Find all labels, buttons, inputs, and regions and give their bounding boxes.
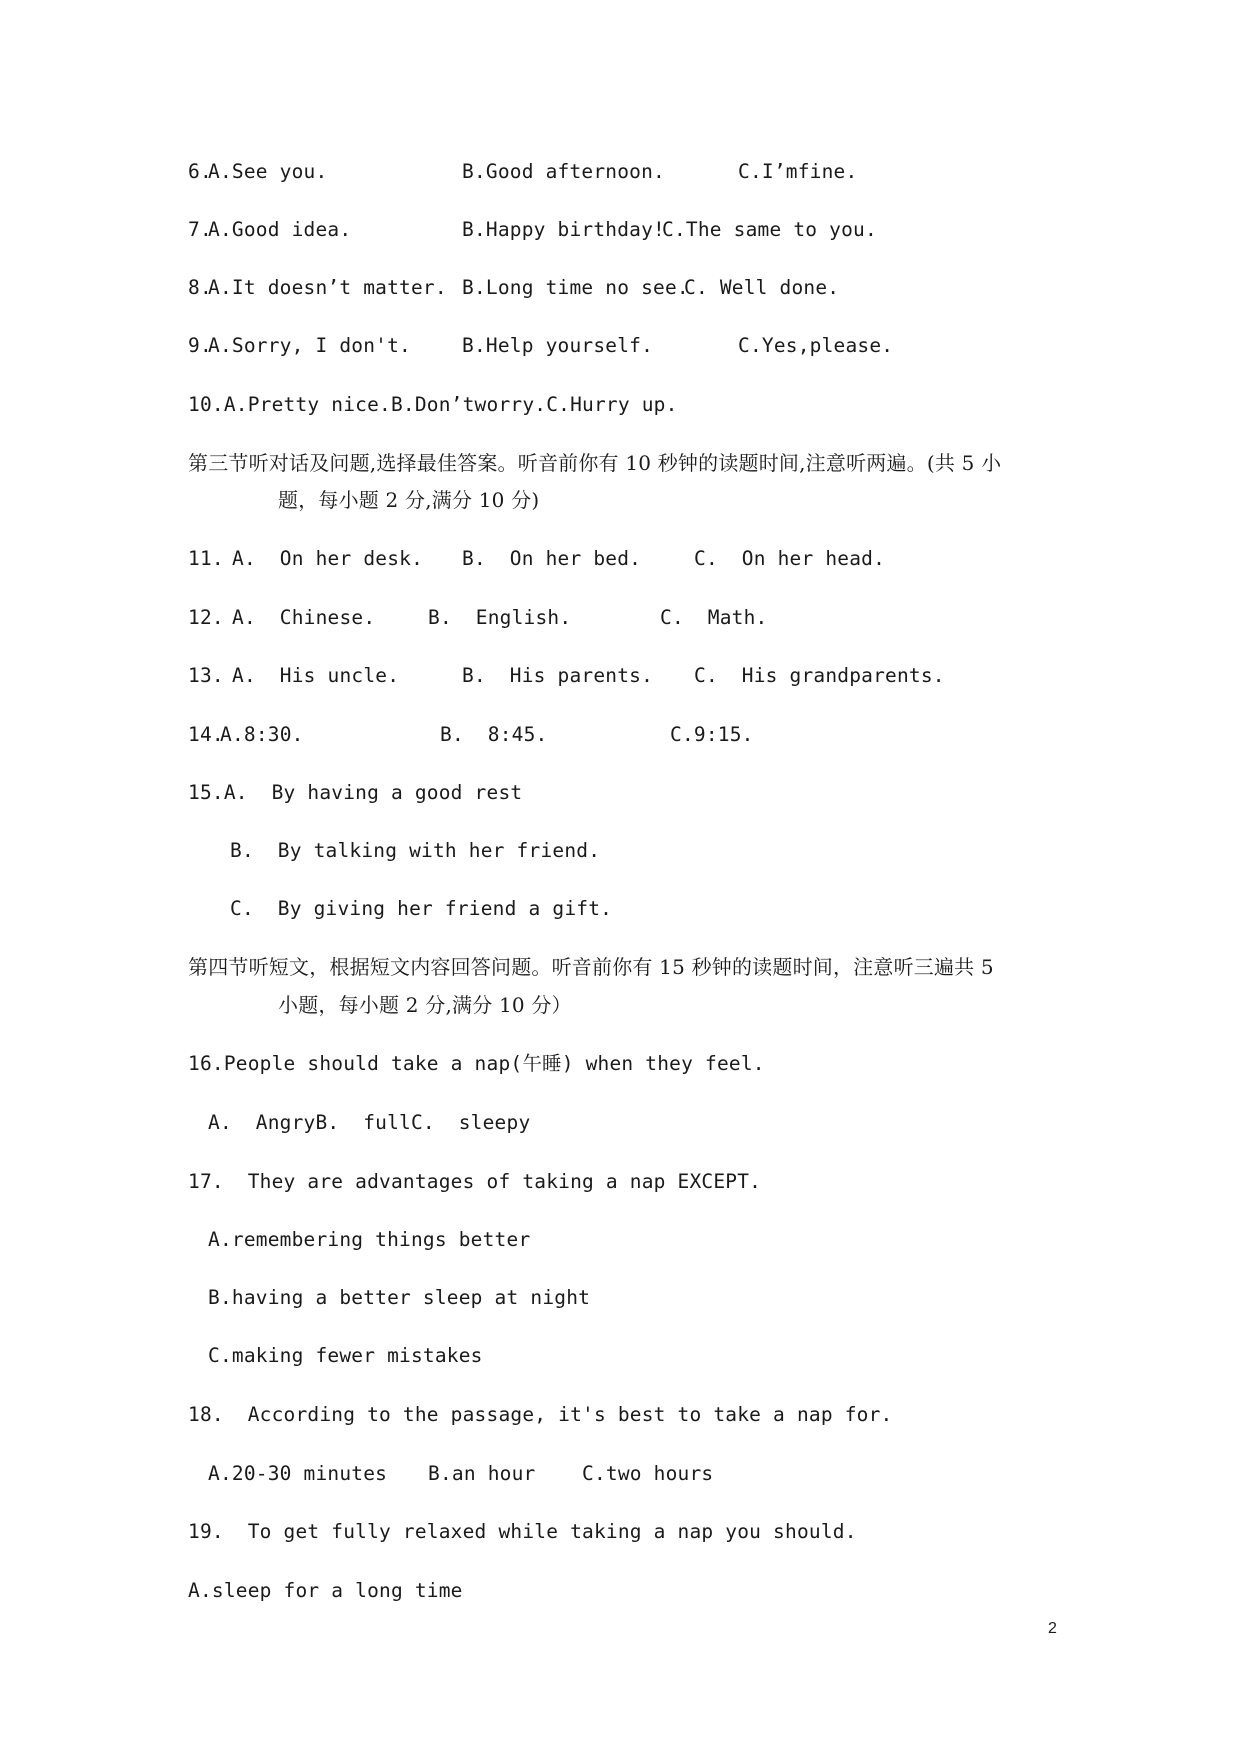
q11-number: 11.	[188, 547, 224, 570]
q13-option-b: B. His parents.	[462, 664, 654, 687]
q13-option-a: A. His uncle.	[232, 664, 400, 687]
q9-number: 9.	[188, 334, 212, 357]
q17-stem: 17. They are advantages of taking a nap EXCEPT.	[188, 1170, 762, 1193]
section3-instruction-line2: 题，每小题 2 分,满分 10 分)	[278, 488, 540, 512]
q6-number: 6.	[188, 160, 212, 183]
q10-line: 10.A.Pretty nice.B.Don’tworry.C.Hurry up.	[188, 393, 678, 416]
q6-option-b: B.Good afternoon.	[462, 160, 665, 183]
q18-stem: 18. According to the passage, it's best to take a nap for.	[188, 1403, 893, 1426]
q13-option-c: C. His grandparents.	[694, 664, 945, 687]
q8-option-a: A.It doesn’t matter.	[208, 276, 447, 299]
q15-option-a: 15.A. By having a good rest	[188, 781, 523, 804]
q16-stem: 16.People should take a nap(午睡) when they feel.	[188, 1052, 765, 1075]
q13-number: 13.	[188, 664, 224, 687]
q17-option-c: C.making fewer mistakes	[208, 1344, 483, 1367]
q11-option-a: A. On her desk.	[232, 547, 424, 570]
q11-option-b: B. On her bed.	[462, 547, 642, 570]
q9-option-c: C.Yes,please.	[738, 334, 894, 357]
q9-option-b: B.Help yourself.	[462, 334, 654, 357]
section3-instruction-line1: 第三节听对话及问题,选择最佳答案。听音前你有 10 秒钟的读题时间,注意听两遍。(共 5 小	[188, 451, 1002, 475]
q7-number: 7.	[188, 218, 212, 241]
q8-option-b: B.Long time no see.	[462, 276, 689, 299]
q8-number: 8.	[188, 276, 212, 299]
q16-options: A. AngryB. fullC. sleepy	[208, 1111, 531, 1134]
q12-option-a: A. Chinese.	[232, 606, 376, 629]
q14-option-a: A.8:30.	[220, 723, 304, 746]
q17-option-a: A.remembering things better	[208, 1228, 531, 1251]
q6-option-c: C.I’mfine.	[738, 160, 858, 183]
section4-instruction-line1: 第四节听短文，根据短文内容回答问题。听音前你有 15 秒钟的读题时间，注意听三遍共 5	[188, 955, 994, 979]
q12-option-b: B. English.	[428, 606, 572, 629]
q18-option-a: A.20-30 minutes	[208, 1462, 388, 1485]
q18-option-c: C.two hours	[582, 1462, 714, 1485]
q14-option-b: B. 8:45.	[440, 723, 548, 746]
q19-stem: 19. To get fully relaxed while taking a nap you should.	[188, 1520, 857, 1543]
q14-number: 14.	[188, 723, 224, 746]
q12-option-c: C. Math.	[660, 606, 768, 629]
q19-option-a: A.sleep for a long time	[188, 1579, 463, 1602]
q12-number: 12.	[188, 606, 224, 629]
q17-option-b: B.having a better sleep at night	[208, 1286, 591, 1309]
q8-option-c: C. Well done.	[684, 276, 840, 299]
q11-option-c: C. On her head.	[694, 547, 886, 570]
q7-option-b: B.Happy birthday!	[462, 218, 665, 241]
q18-option-b: B.an hour	[428, 1462, 536, 1485]
q6-option-a: A.See you.	[208, 160, 328, 183]
q14-option-c: C.9:15.	[670, 723, 754, 746]
q15-option-c: C. By giving her friend a gift.	[230, 897, 613, 920]
page-number: 2	[1048, 1620, 1057, 1637]
q7-option-a: A.Good idea.	[208, 218, 352, 241]
section4-instruction-line2: 小题，每小题 2 分,满分 10 分）	[278, 993, 572, 1017]
q15-option-b: B. By talking with her friend.	[230, 839, 601, 862]
q7-option-c: C.The same to you.	[662, 218, 877, 241]
q9-option-a: A.Sorry, I don't.	[208, 334, 411, 357]
